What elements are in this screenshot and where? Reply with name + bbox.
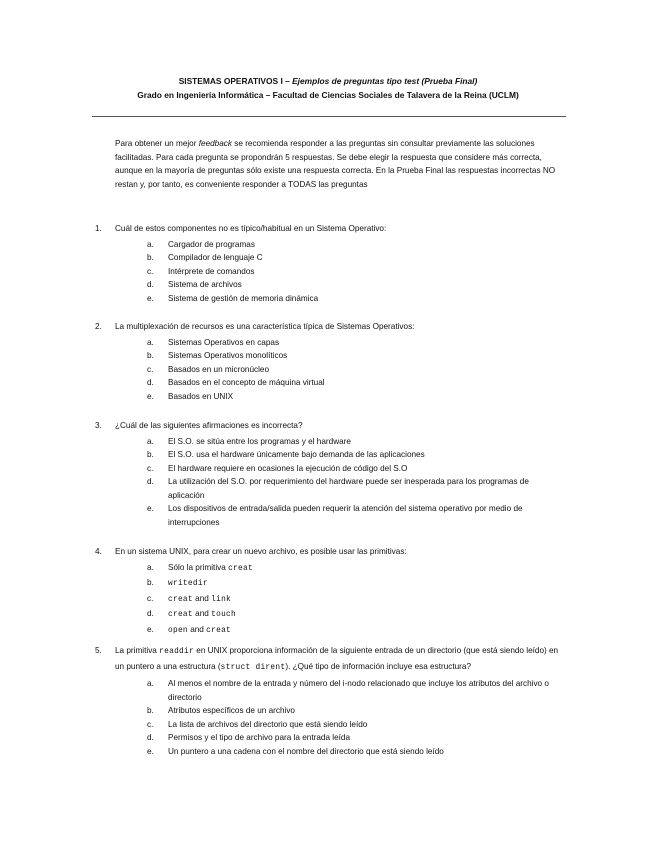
- option-letter: e.: [147, 293, 154, 303]
- option-letter: e.: [147, 746, 154, 756]
- question-text: [115, 644, 567, 675]
- option-code: open: [168, 626, 188, 635]
- option-letter: a.: [147, 679, 154, 688]
- option-e: [95, 745, 557, 759]
- option-text: Atributos específicos de un archivo: [168, 706, 295, 715]
- question-number: 4.: [95, 547, 102, 556]
- header-line-2: Grado en Ingeniería Informática – Facultad de Ciencias Sociales de Talavera de la Reina (UCLM): [137, 90, 519, 100]
- option-d: [95, 475, 557, 502]
- option-b: [95, 576, 557, 592]
- option-text: La utilización del S.O. por requerimiento del hardware puede ser inesperada para los programas de aplicación: [168, 477, 529, 500]
- option-code: creat: [206, 626, 232, 635]
- option-letter: b.: [147, 351, 154, 360]
- document-header: [90, 74, 566, 102]
- option-letter: c.: [147, 719, 154, 729]
- option-c: [95, 718, 557, 732]
- header-line-1: [90, 74, 566, 88]
- question-number: 1.: [95, 224, 102, 233]
- option-letter: e.: [147, 504, 154, 513]
- option-c: [95, 265, 557, 279]
- option-c: [95, 462, 557, 476]
- option-b: [95, 349, 557, 363]
- option-letter: b.: [147, 253, 154, 262]
- option-a: [95, 677, 557, 704]
- option-text: Un puntero a una cadena con el nombre del directorio que está siendo leído: [168, 746, 444, 756]
- option-a: [95, 238, 557, 252]
- question-code: readdir: [159, 648, 194, 656]
- option-text: Sistemas Operativos en capas: [168, 337, 280, 347]
- question-text-part: ). ¿Qué tipo de información incluye esa estructura?: [285, 661, 472, 671]
- option-b: [95, 448, 557, 462]
- option-letter: c.: [147, 266, 154, 276]
- option-code: link: [211, 595, 232, 604]
- option-text: El hardware requiere en ocasiones la ejecución de código del S.O: [168, 463, 408, 473]
- question-number: 3.: [95, 421, 102, 430]
- question-text: La multiplexación de recursos es una característica típica de Sistemas Operativos:: [115, 322, 415, 331]
- option-text: Sólo la primitiva: [168, 562, 229, 572]
- option-list: [95, 677, 567, 758]
- question-text-part: La primitiva: [115, 646, 160, 655]
- option-letter: c.: [147, 593, 154, 603]
- question-text: En un sistema UNIX, para crear un nuevo archivo, es posible usar las primitivas:: [115, 547, 407, 556]
- option-text: Compilador de lenguaje C: [168, 253, 263, 262]
- option-a: [95, 435, 557, 449]
- option-e: [95, 292, 557, 306]
- option-letter: c.: [147, 463, 154, 473]
- question-number: 2.: [95, 322, 102, 331]
- intro-paragraph: [115, 137, 567, 191]
- document-subtitle: Ejemplos de preguntas tipo test (Prueba Final): [292, 76, 478, 86]
- question-number: 5.: [95, 646, 102, 655]
- intro-after: se recomienda responder a las preguntas sin consultar previamente las soluciones facilitadas. Para cada pregunta se propondrán 5 respuestas. Se debe elegir la respuesta que considere más correcta, aunque en la mayoría de preguntas sólo existe una respuesta correcta. En la Prueba Final las respuestas incorrectas NO restan y, por tanto, es conveniente responder a TODAS las preguntas: [115, 139, 556, 189]
- header-divider: [92, 116, 566, 117]
- option-text: El S.O. usa el hardware únicamente bajo demanda de las aplicaciones: [168, 450, 425, 459]
- option-text: Basados en el concepto de máquina virtual: [168, 378, 325, 387]
- question-5: [95, 644, 567, 758]
- option-letter: b.: [147, 450, 154, 459]
- option-code: creat: [168, 611, 193, 619]
- option-text: and: [192, 593, 212, 603]
- option-list: [95, 336, 567, 404]
- option-letter: d.: [147, 280, 154, 289]
- option-text: Intérprete de comandos: [168, 266, 255, 276]
- option-d: [95, 376, 557, 390]
- option-letter: a.: [147, 239, 154, 249]
- option-letter: e.: [147, 391, 154, 401]
- question-2: [95, 320, 567, 403]
- option-text: and: [192, 609, 212, 618]
- option-c: [95, 592, 557, 608]
- option-code: creat: [168, 595, 193, 604]
- option-e: [95, 390, 557, 404]
- option-letter: d.: [147, 378, 154, 387]
- option-text: Permisos y el tipo de archivo para la entrada leída: [168, 733, 351, 742]
- option-e: [95, 623, 557, 639]
- intro-before: Para obtener un mejor: [115, 139, 197, 148]
- option-letter: e.: [147, 624, 154, 634]
- option-text: La lista de archivos del directorio que está siendo leído: [168, 719, 368, 729]
- option-text: Basados en un micronúcleo: [168, 364, 270, 374]
- course-title: SISTEMAS OPERATIVOS I –: [178, 76, 290, 86]
- question-3: [95, 419, 567, 529]
- option-letter: d.: [147, 609, 154, 618]
- option-letter: a.: [147, 337, 154, 347]
- question-1: [95, 222, 567, 305]
- option-letter: b.: [147, 706, 154, 715]
- option-letter: c.: [147, 364, 154, 374]
- intro-feedback-word: feedback: [198, 139, 232, 148]
- option-list: [95, 561, 567, 639]
- option-code: creat: [228, 564, 253, 573]
- option-text: Basados en UNIX: [168, 391, 234, 401]
- option-a: [95, 561, 557, 577]
- question-text-part: en UNIX proporciona información de la siguiente entrada de un directorio (que está siendo leído) en un puntero a una estructura (: [115, 646, 559, 671]
- option-list: [95, 238, 567, 306]
- option-d: [95, 731, 557, 745]
- option-code: writedir: [168, 580, 208, 588]
- option-e: [95, 502, 557, 529]
- question-text: Cuál de estos componentes no es típico/habitual en un Sistema Operativo:: [115, 224, 387, 233]
- option-a: [95, 336, 557, 350]
- option-list: [95, 435, 567, 530]
- option-code: touch: [211, 611, 237, 619]
- option-text: Al menos el nombre de la entrada y número del i-nodo relacionado que incluye los atributos del archivo o directorio: [168, 679, 549, 702]
- option-text: Sistema de archivos: [168, 280, 242, 289]
- option-b: [95, 251, 557, 265]
- option-letter: d.: [147, 733, 154, 742]
- option-text: Los dispositivos de entrada/salida pueden requerir la atención del sistema operativo por medio de interrupciones: [168, 504, 523, 527]
- option-c: [95, 363, 557, 377]
- option-text: Sistema de gestión de memoria dinámica: [168, 293, 319, 303]
- option-text: and: [187, 624, 207, 634]
- option-d: [95, 607, 557, 623]
- option-d: [95, 278, 557, 292]
- option-b: [95, 704, 557, 718]
- option-letter: b.: [147, 578, 154, 587]
- option-letter: a.: [147, 436, 154, 446]
- question-text: ¿Cuál de las siguientes afirmaciones es incorrecta?: [115, 421, 303, 430]
- option-letter: a.: [147, 562, 154, 572]
- option-letter: d.: [147, 477, 154, 486]
- option-text: Sistemas Operativos monolíticos: [168, 351, 288, 360]
- option-text: Cargador de programas: [168, 239, 255, 249]
- option-text: El S.O. se sitúa entre los programas y el hardware: [168, 436, 351, 446]
- question-4: [95, 545, 567, 638]
- question-code: struct dirent: [220, 663, 286, 672]
